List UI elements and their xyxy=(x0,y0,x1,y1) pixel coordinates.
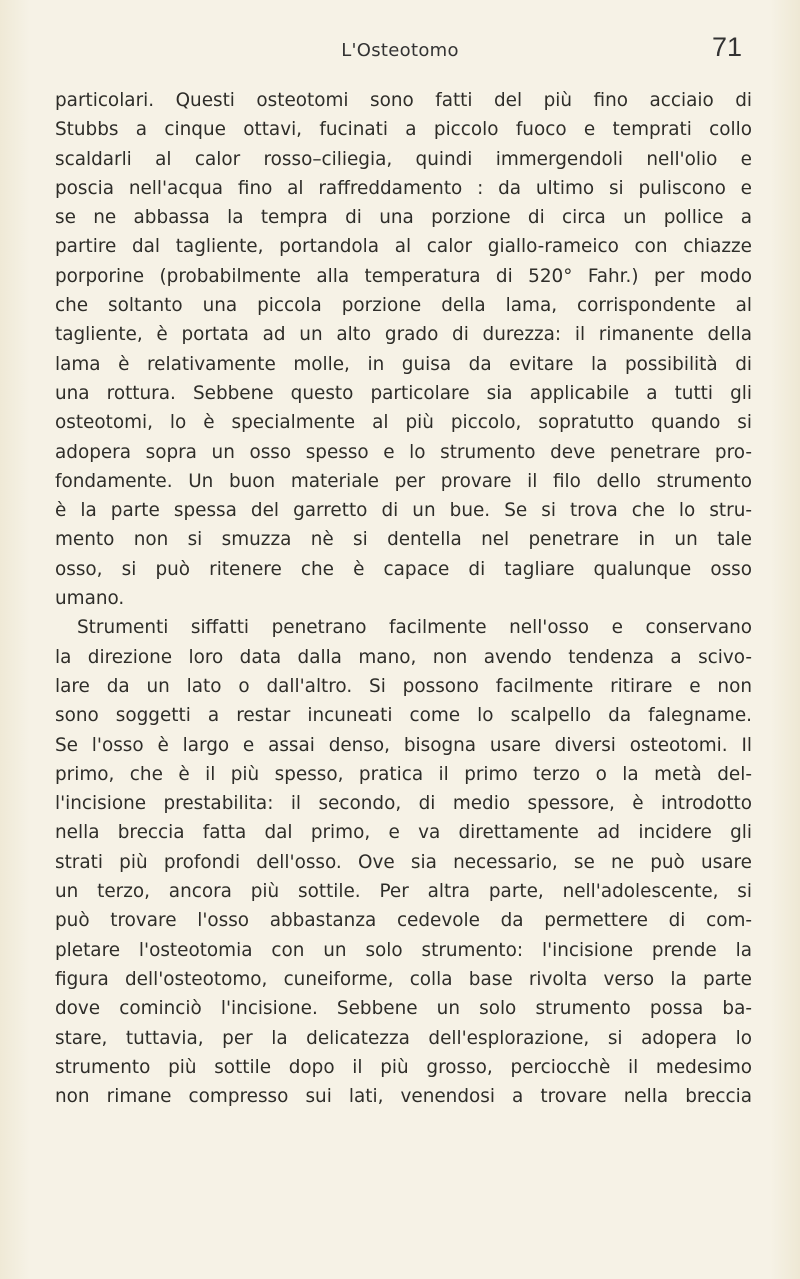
text-line: è la parte spessa del garretto di un bue. Se si trova che lo stru- xyxy=(55,500,752,522)
text-line: pletare l'osteotomia con un solo strumento: l'incisione prende la xyxy=(55,939,752,961)
text-line: osteotomi, lo è specialmente al più piccolo, sopratutto quando si xyxy=(55,412,752,434)
text-line: adopera sopra un osso spesso e lo strumento deve penetrare pro- xyxy=(55,441,752,463)
text-line: non rimane compresso sui lati, venendosi a trovare nella breccia xyxy=(55,1086,752,1108)
text-line: tagliente, è portata ad un alto grado di durezza: il rimanente della xyxy=(55,324,752,346)
text-line: partire dal tagliente, portandola al calor giallo-rameico con chiazze xyxy=(55,236,752,258)
text-line: fondamente. Un buon materiale per provare il filo dello strumento xyxy=(55,470,752,492)
text-line: particolari. Questi osteotomi sono fatti del più fino acciaio di xyxy=(55,90,752,111)
text-line: l'incisione prestabilita: il secondo, di medio spessore, è introdotto xyxy=(55,793,752,815)
text-line: una rottura. Sebbene questo particolare sia applicabile a tutti gli xyxy=(55,382,752,404)
text-line: Se l'osso è largo e assai denso, bisogna usare diversi osteotomi. Il xyxy=(55,734,752,756)
text-line: poscia nell'acqua fino al raffreddamento : da ultimo si puliscono e xyxy=(55,177,752,199)
text-line: strumento più sottile dopo il più grosso, perciocchè il medesimo xyxy=(55,1056,752,1078)
text-line: dove cominciò l'incisione. Sebbene un solo strumento possa ba- xyxy=(55,998,752,1020)
text-line: stare, tuttavia, per la delicatezza dell'esplorazione, si adopera lo xyxy=(55,1027,752,1049)
page-number: 71 xyxy=(711,32,742,62)
text-line: scaldarli al calor rosso–ciliegia, quindi immergendoli nell'olio e xyxy=(55,148,752,170)
text-line: porporine (probabilmente alla temperatura di 520° Fahr.) per modo xyxy=(55,265,752,287)
text-line: osso, si può ritenere che è capace di tagliare qualunque osso xyxy=(55,558,752,580)
text-line: Strumenti siffatti penetrano facilmente nell'osso e conservano xyxy=(77,617,752,639)
text-line: la direzione loro data dalla mano, non avendo tendenza a scivo- xyxy=(55,646,752,668)
text-line: figura dell'osteotomo, cuneiforme, colla base rivolta verso la parte xyxy=(55,968,752,990)
text-line: strati più profondi dell'osso. Ove sia necessario, se ne può usare xyxy=(55,851,752,873)
text-line: primo, che è il più spesso, pratica il primo terzo o la metà del- xyxy=(55,763,752,785)
text-line: lare da un lato o dall'altro. Si possono facilmente ritirare e non xyxy=(55,675,752,697)
text-line: nella breccia fatta dal primo, e va direttamente ad incidere gli xyxy=(55,822,752,844)
body-text xyxy=(55,86,752,1111)
running-title: L'Osteotomo xyxy=(341,40,459,61)
text-line: può trovare l'osso abbastanza cedevole da permettere di com- xyxy=(55,910,752,932)
text-line: sono soggetti a restar incuneati come lo scalpello da falegname. xyxy=(55,705,752,727)
text-line: Stubbs a cinque ottavi, fucinati a piccolo fuoco e temprati collo xyxy=(55,119,752,141)
text-line: lama è relativamente molle, in guisa da evitare la possibilità di xyxy=(55,353,752,375)
text-line: se ne abbassa la tempra di una porzione di circa un pollice a xyxy=(55,207,752,229)
text-line: umano. xyxy=(55,588,125,610)
text-line: un terzo, ancora più sottile. Per altra parte, nell'adolescente, si xyxy=(55,881,752,903)
text-line: mento non si smuzza nè si dentella nel penetrare in un tale xyxy=(55,529,752,551)
text-line: che soltanto una piccola porzione della lama, corrispondente al xyxy=(55,295,752,317)
